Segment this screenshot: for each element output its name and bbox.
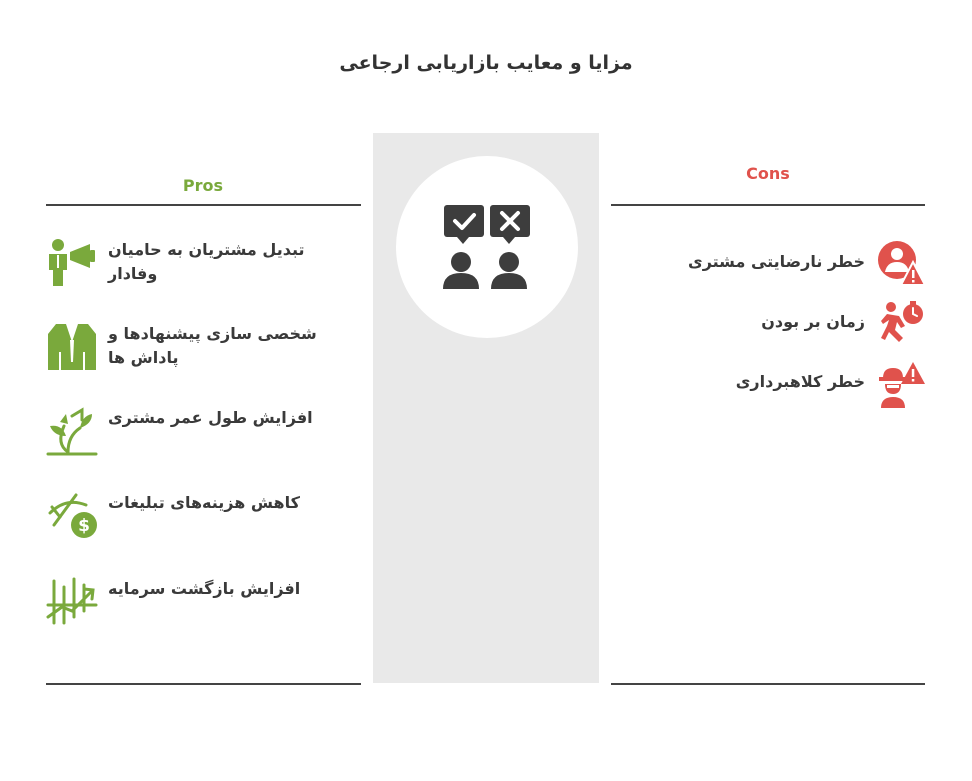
pros-item-label: کاهش هزینه‌های تبلیغات (108, 493, 300, 512)
pros-item-personalization (46, 322, 346, 382)
pros-top-divider (46, 204, 361, 206)
running-stopwatch-icon (877, 300, 925, 348)
cons-top-divider (611, 204, 925, 206)
cons-item-dissatisfaction (595, 240, 925, 286)
cons-header: Cons (746, 164, 790, 183)
suit-icon (46, 322, 98, 374)
megaphone-person-icon (46, 238, 98, 290)
pros-item-lifetime (46, 406, 346, 466)
cost-reduction-icon (46, 491, 98, 543)
pros-item-ad-costs (46, 491, 346, 551)
pros-header: Pros (182, 176, 224, 195)
pros-item-roi (46, 577, 346, 637)
cons-item-label: زمان بر بودن (761, 312, 865, 331)
pros-item-label: شخصی سازی پیشنهادها و پاداش ها (108, 324, 317, 367)
svg-text:$: $ (78, 516, 90, 536)
pros-bottom-divider (46, 683, 361, 685)
cons-bottom-divider (611, 683, 925, 685)
cons-item-time-consuming (595, 300, 925, 346)
cons-item-label: خطر نارضایتی مشتری (688, 252, 865, 271)
pros-item-label: تبدیل مشتریان به حامیان وفادار (108, 240, 305, 283)
fraud-warning-icon (877, 360, 925, 408)
cons-item-fraud (595, 360, 925, 406)
pros-item-label: افزایش طول عمر مشتری (108, 408, 313, 427)
pros-item-loyal-advocates (46, 238, 346, 298)
user-warning-icon (877, 240, 925, 288)
people-approve-reject-icon (441, 203, 533, 295)
pros-item-label: افزایش بازگشت سرمایه (108, 579, 301, 598)
roi-chart-icon (46, 577, 98, 629)
growing-plant-icon (46, 406, 98, 458)
cons-item-label: خطر کلاهبرداری (735, 372, 865, 391)
page-title: مزایا و معایب بازاریابی ارجاعی (339, 52, 633, 74)
